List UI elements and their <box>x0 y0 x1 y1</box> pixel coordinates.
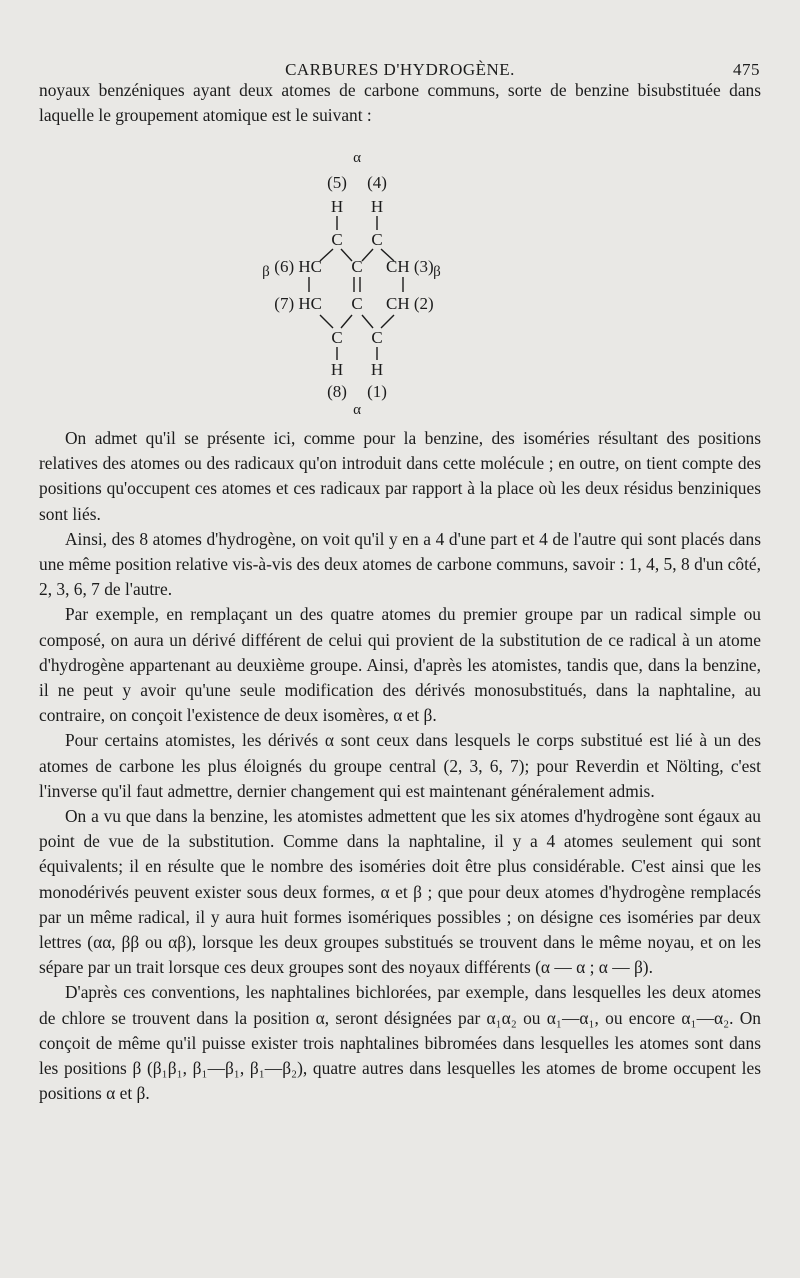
naphthalene-formula <box>0 0 800 420</box>
formula-beta-left: β <box>262 264 270 280</box>
formula-c-1: C <box>371 328 383 347</box>
formula-pos-5: (5) <box>327 173 347 192</box>
formula-h-4: H <box>370 197 384 216</box>
body-paragraphs <box>39 426 761 1106</box>
formula-pos-1: (1) <box>367 382 387 401</box>
bond-c10-c1 <box>362 315 373 328</box>
formula-beta-right: β <box>433 264 441 280</box>
formula-c-5: C <box>331 230 343 249</box>
paragraph-conventions: D'après ces conventions, les naphtalines bichlorées, par exemple, dans lesquelles les deux atomes de chlore se trouvent dans la position α, seront désignées par α₁α₂ ou α₁—α₁, ou encore α₁—α₂. On conçoit de même qu'il puisse exister trois naphtalines bibromées dans lesquelles les atomes sont dans les positions β (β₁β₁, β₁—β₁, β₁—β₂), quatre autres dans lesquelles les atomes de brome occupent les positions α et β. <box>39 982 761 1104</box>
formula-row-3: CH (3) <box>386 257 434 276</box>
formula-c-4: C <box>371 230 383 249</box>
bond-c2-c1 <box>381 315 394 328</box>
formula-c-10: C <box>351 294 363 313</box>
paragraph-isomeries: On admet qu'il se présente ici, comme pour la benzine, des isoméries résultant des positions relatives des atomes ou des radicaux qu'on introduit dans cette molécule ; en outre, on tient compte des positions qu'occupent ces atomes et ces radicaux par rapport à la place où les deux résidus benziniques sont liés. <box>39 428 761 524</box>
paragraph-hydrogen-groups: Ainsi, des 8 atomes d'hydrogène, on voit qu'il y en a 4 d'une part et 4 de l'autre qui sont placés dans une même position relative vis-à-vis des deux atomes de carbone communs, savoir : 1, 4, 5, 8 d'un côté, 2, 3, 6, 7 de l'autre. <box>39 528 761 600</box>
formula-alpha-top: α <box>353 150 361 166</box>
formula-c-8: C <box>331 328 343 347</box>
intro-paragraph: noyaux benzéniques ayant deux atomes de carbone communs, sorte de benzine bisubstituée dans laquelle le groupement atomique est le suivant : <box>39 80 761 126</box>
formula-pos-4: (4) <box>367 173 387 192</box>
formula-h-1: H <box>370 360 384 379</box>
formula-row-7: (7) HC <box>274 294 322 313</box>
page-number: 475 <box>733 60 760 79</box>
formula-h-8: H <box>330 360 344 379</box>
formula-row-2: CH (2) <box>386 294 434 313</box>
bond-c10-c8 <box>341 315 352 328</box>
formula-pos-8: (8) <box>327 382 347 401</box>
bond-c4-c9 <box>362 249 373 261</box>
formula-row-6: (6) HC <box>274 257 322 276</box>
paragraph-atomists: Pour certains atomistes, les dérivés α sont ceux dans lesquels le corps substitué est lié à un des atomes de carbone les plus éloignés du groupe central (2, 3, 6, 7); pour Reverdin et Nölting, c'est l'inverse qu'il faut admettre, dernier changement qui est maintenant généralement admis. <box>39 730 761 801</box>
formula-alpha-bottom: α <box>353 402 361 418</box>
formula-h-5: H <box>330 197 344 216</box>
bond-c7-c8 <box>320 315 333 328</box>
paragraph-example: Par exemple, en remplaçant un des quatre atomes du premier groupe par un radical simple ou composé, on aura un dérivé différent de celui qui provient de la substitution de ce radical à un atome d'hydrogène appartenant au deuxième groupe. Ainsi, d'après les atomistes, tandis que, dans la benzine, il ne peut y avoir qu'une seule modification des dérivés monosubstitués, dans la naphtaline, au contraire, on conçoit l'existence de deux isomères, α et β. <box>39 604 761 726</box>
running-title: CARBURES D'HYDROGÈNE. <box>285 60 515 79</box>
formula-c-9: C <box>351 257 363 276</box>
paragraph-substitution: On a vu que dans la benzine, les atomistes admettent que les six atomes d'hydrogène sont égaux au point de vue de la substitution. Comme dans la naphtaline, il y a 4 atomes seulement qui sont équivalents; il en résulte que le nombre des isoméries doit être plus considérable. C'est ainsi que les monodérivés peuvent exister sous deux formes, α et β ; que pour deux atomes d'hydrogène remplacés par un même radical, il y aura huit formes isomériques possibles ; on désigne ces isoméries par deux lettres (αα, ββ ou αβ), lorsque les deux groupes substitués se trouvent dans le même noyau, et on les sépare par un trait lorsque ces deux groupes sont des noyaux différents (α — α ; α — β). <box>39 806 761 978</box>
